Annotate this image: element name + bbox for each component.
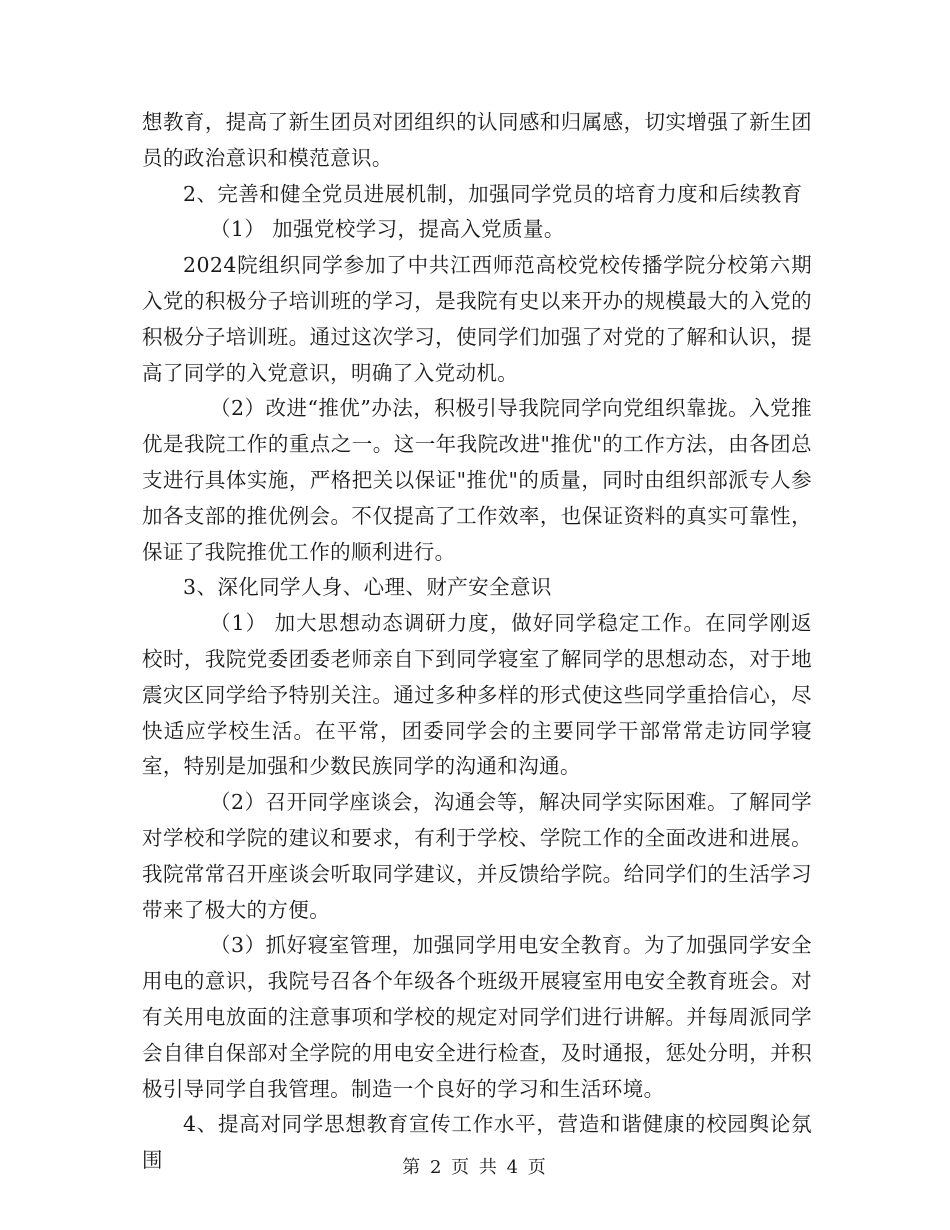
subsection-3-1-thought-survey: （1） 加大思想动态调研力度，做好同学稳定工作。在同学刚返校时，我院党委团委老师亲自下到同学寝室了解同学的思想动态，对于地震灾区同学给予特别关注。通过多种多样的形式使这些同学重拾信心，尽快适应学校生活。在平常，团委同学会的主要同学干部常常走访同学寝室，特别是加强和少数民族同学的沟通和沟通。 <box>142 611 812 779</box>
section-heading-2: 2、完善和健全党员进展机制，加强同学党员的培育力度和后续教育 <box>183 181 803 206</box>
subsection-heading-2-1: （1） 加强党校学习，提高入党质量。 <box>210 217 565 242</box>
subsection-3-2-forums: （2）召开同学座谈会，沟通会等，解决同学实际困难。了解同学对学校和学院的建议和要求，有利于学校、学院工作的全面改进和进展。我院常常召开座谈会听取同学建议，并反馈给学院。给同学们的生活学习带来了极大的方便。 <box>142 790 812 922</box>
subsection-2-2-recommendation: （2）改进“推优”办法，积极引导我院同学向党组织靠拢。入党推优是我院工作的重点之一。这一年我院改进"推优"的工作方法，由各团总支进行具体实施，严格把关以保证"推优"的质量，同时由组织部派专人参加各支部的推优例会。不仅提高了工作效率，也保证资料的真实可靠性，保证了我院推优工作的顺利进行。 <box>142 396 812 564</box>
section-heading-3: 3、深化同学人身、心理、财产安全意识 <box>183 575 552 600</box>
page-number-footer: 第 2 页 共 4 页 <box>402 1157 548 1178</box>
subsection-3-3-dorm-management: （3）抓好寝室管理，加强同学用电安全教育。为了加强同学安全用电的意识，我院号召各个年级各个班级开展寝室用电安全教育班会。对有关用电放面的注意事项和学校的规定对同学们进行讲解。并每周派同学会自律自保部对全学院的用电安全进行检查，及时通报，惩处分明，并积极引导同学自我管理。制造一个良好的学习和生活环境。 <box>142 933 812 1101</box>
document-body <box>142 105 812 1179</box>
section-heading-4: 4、提高对同学思想教育宣传工作水平，营造和谐健康的校园舆论氛围 <box>142 1112 812 1173</box>
paragraph-continuation: 想教育，提高了新生团员对团组织的认同感和归属感，切实增强了新生团员的政治意识和模范意识。 <box>142 110 812 170</box>
paragraph-party-school-training: 2024院组织同学参加了中共江西师范高校党校传播学院分校第六期入党的积极分子培训班的学习，是我院有史以来开办的规模最大的入党的积极分子培训班。通过这次学习，使同学们加强了对党的了解和认识，提高了同学的入党意识，明确了入党动机。 <box>142 253 812 385</box>
